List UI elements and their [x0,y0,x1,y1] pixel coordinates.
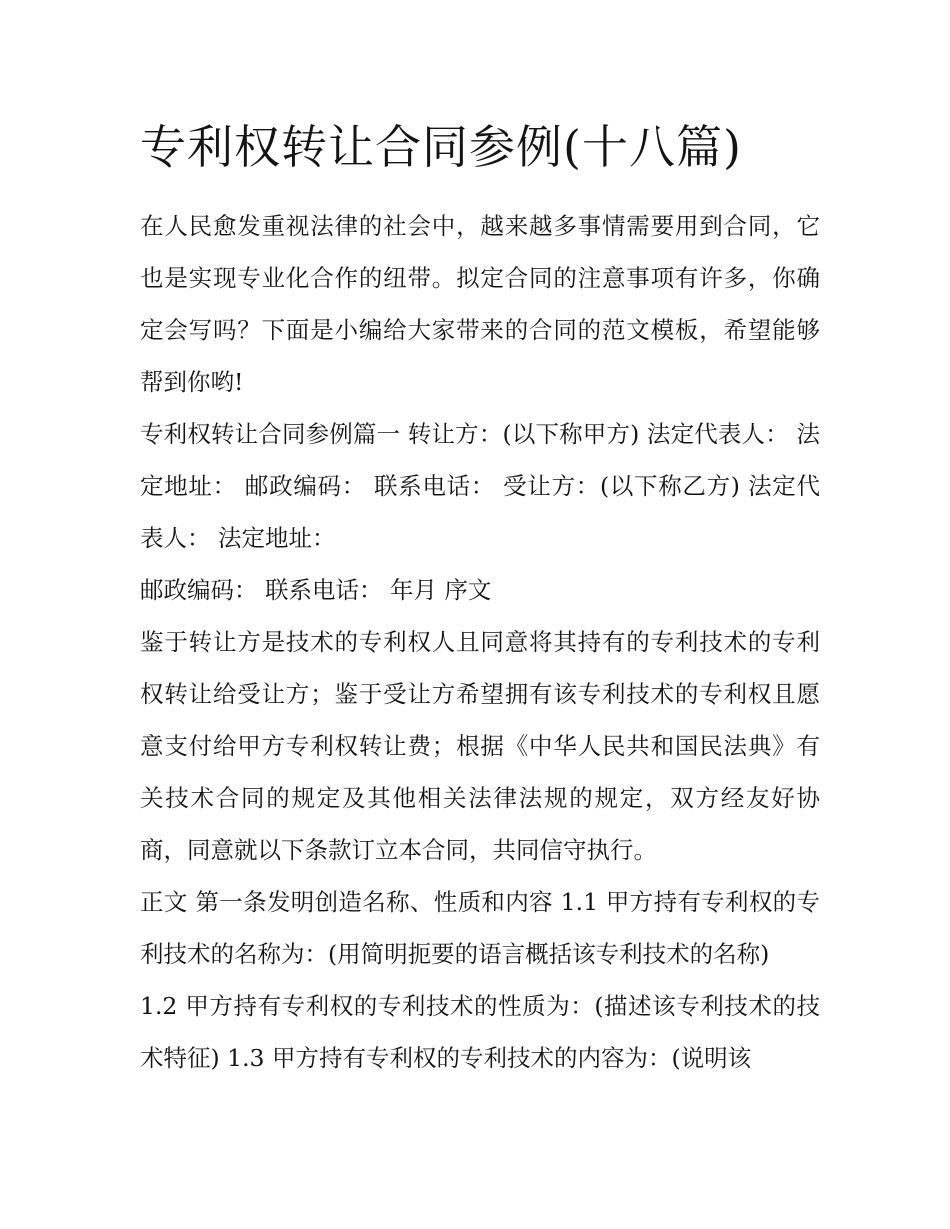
paragraph-article-1-2: 1.2 甲方持有专利权的专利技术的性质为：(描述该专利技术的技术特征) 1.3 甲方持有专利权的专利技术的内容为：(说明该 [140,992,820,1072]
paragraph-parties: 专利权转让合同参例篇一 转让方：(以下称甲方) 法定代表人： 法定地址： 邮政编码： 联系电话： 受让方：(以下称乙方) 法定代表人： 法定地址： [140,420,820,552]
paragraph-article-1-1: 正文 第一条发明创造名称、性质和内容 1.1 甲方持有专利权的专利技术的名称为：(用简明扼要的语言概括该专利技术的名称) [140,888,820,968]
document-body [140,114,820,1084]
document-title: 专利权转让合同参例(十八篇) [140,120,742,174]
paragraph-recitals: 鉴于转让方是技术的专利权人且同意将其持有的专利技术的专利权转让给受让方；鉴于受让方希望拥有该专利技术的专利权且愿意支付给甲方专利权转让费；根据《中华人民共和国民法典》有关技术合同的规定及其他相关法律法规的规定，双方经友好协商，同意就以下条款订立本合同，共同信守执行。 [140,628,820,864]
paragraph-contact-date: 邮政编码： 联系电话： 年月 序文 [140,576,492,604]
paragraph-intro: 在人民愈发重视法律的社会中，越来越多事情需要用到合同，它也是实现专业化合作的纽带。拟定合同的注意事项有许多，你确定会写吗？下面是小编给大家带来的合同的范文模板，希望能够帮到你哟! [140,212,820,396]
